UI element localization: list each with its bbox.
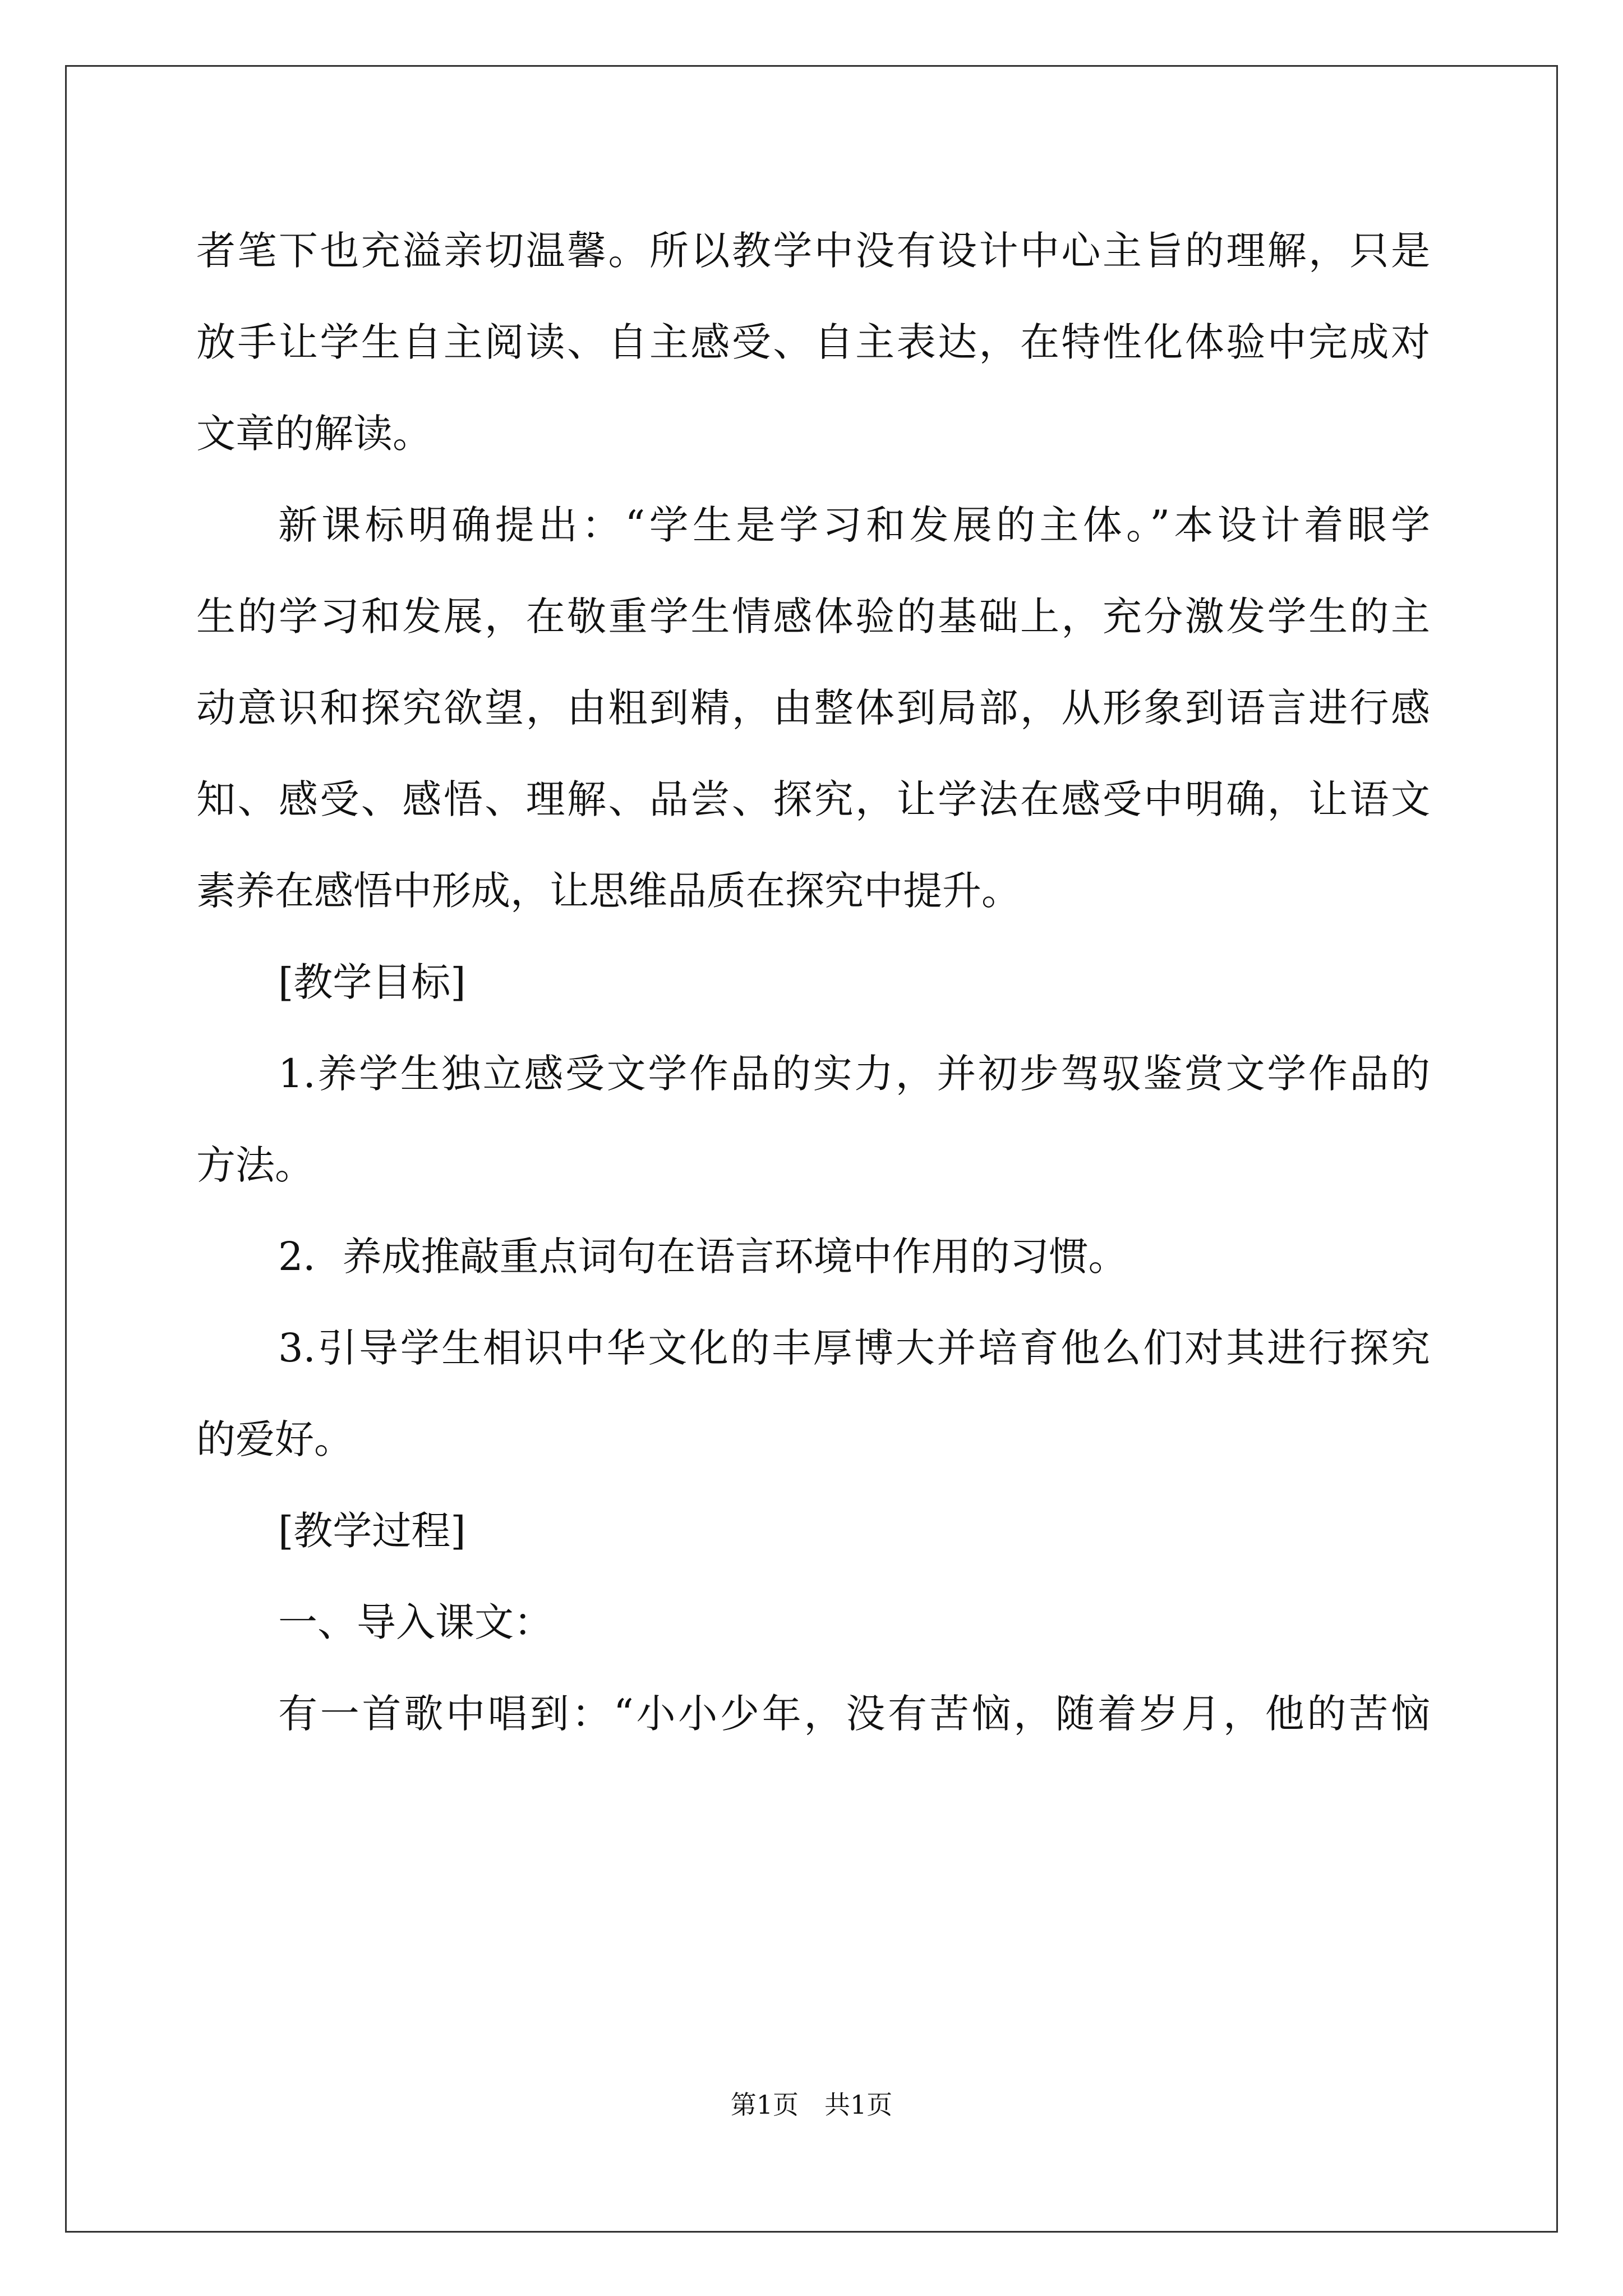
text-line: [教学目标] — [278, 959, 466, 1005]
text-line: 1.养学生独立感受文学作品的实力，并初步驾驭鉴赏文学作品的 — [278, 1051, 1430, 1097]
text-line: 素养在感悟中形成，让思维品质在探究中提升。 — [196, 868, 1021, 914]
text-line: 动意识和探究欲望，由粗到精，由整体到局部，从形象到语言进行感 — [196, 685, 1430, 731]
text-line: 的爱好。 — [196, 1416, 353, 1462]
document-body — [196, 205, 1430, 1760]
text-line: 放手让学生自主阅读、自主感受、自主表达，在特性化体验中完成对 — [196, 319, 1430, 365]
text-line: 知、感受、感悟、理解、品尝、探究，让学法在感受中明确，让语文 — [196, 776, 1430, 822]
text-line: 有一首歌中唱到：“小小少年，没有苦恼，随着岁月，他的苦恼 — [278, 1691, 1430, 1737]
text-line: 生的学习和发展，在敬重学生情感体验的基础上，充分激发学生的主 — [196, 593, 1430, 639]
text-line: 方法。 — [196, 1142, 314, 1188]
text-line: 者笔下也充溢亲切温馨。所以教学中没有设计中心主旨的理解，只是 — [196, 228, 1430, 274]
page-footer: 第1页 共1页 — [730, 2090, 893, 2120]
text-line: [教学过程] — [278, 1508, 466, 1554]
text-line: 2．养成推敲重点词句在语言环境中作用的习惯。 — [278, 1234, 1128, 1280]
text-line: 文章的解读。 — [196, 411, 432, 457]
text-line: 一、导入课文： — [278, 1599, 553, 1645]
text-line: 3.引导学生相识中华文化的丰厚博大并培育他么们对其进行探究 — [278, 1325, 1430, 1371]
text-line: 新课标明确提出：“学生是学习和发展的主体。”本设计着眼学 — [278, 502, 1430, 548]
